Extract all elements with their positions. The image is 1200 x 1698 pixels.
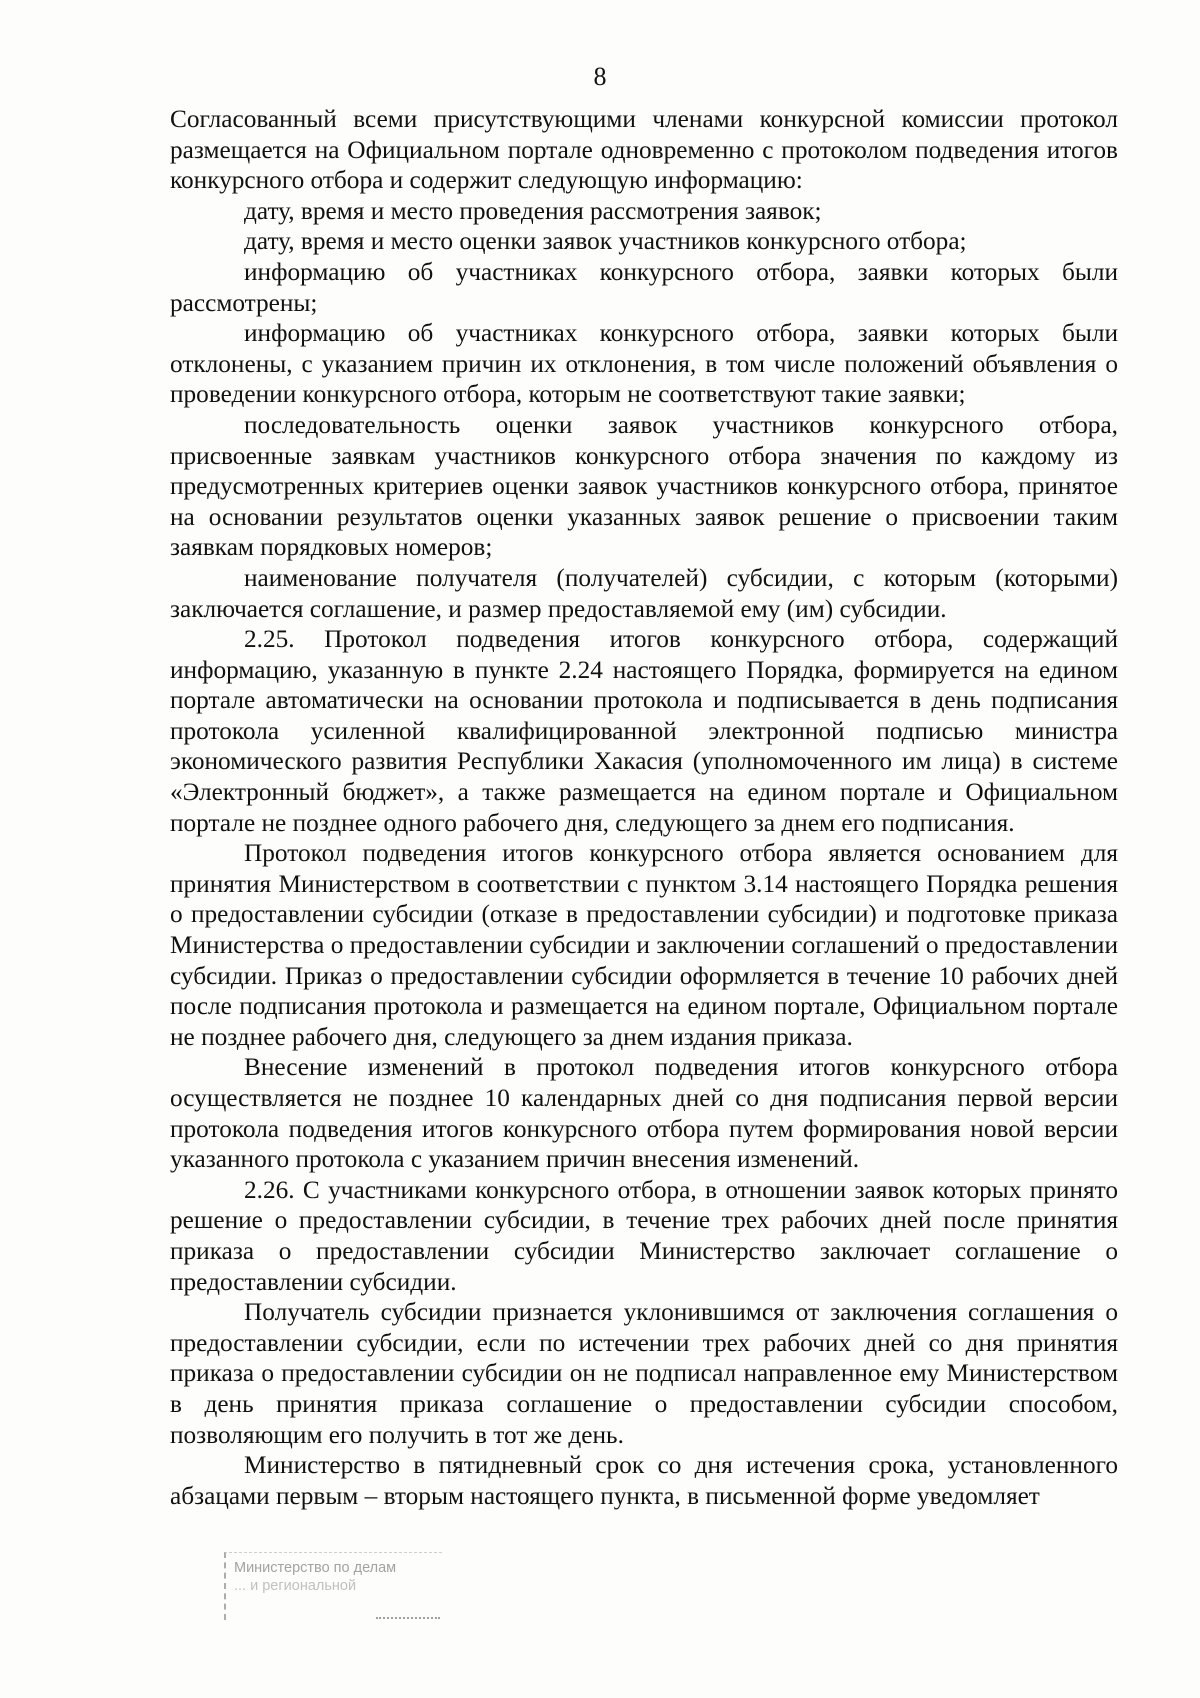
body-text [170,104,1118,1511]
paragraph: Внесение изменений в протокол подведения итогов конкурсного отбора осуществляется не позднее 10 календарных дней со дня подписания первой версии протокола подведения итогов конкурсного отбора путем формирования новой версии указанного протокола с указанием причин внесения изменений. [170,1053,1118,1174]
paragraph: дату, время и место оценки заявок участников конкурсного отбора; [244,227,967,256]
paragraph: 2.25. Протокол подведения итогов конкурсного отбора, содержащий информацию, указанную в пункте 2.24 настоящего Порядка, формируется на едином портале автоматически на основании протокола и подписывается в день подписания протокола усиленной квалифицированной электронной подписью министра экономического развития Республики Хакасия (уполномоченного им лица) в системе «Электронный бюджет», а также размещается на едином портале и Официальном портале не позднее одного рабочего дня, следующего за днем его подписания. [170,625,1118,837]
paragraph: Протокол подведения итогов конкурсного отбора является основанием для принятия Министерством в соответствии с пунктом 3.14 настоящего Порядка решения о предоставлении субсидии (отказе в предоставлении субсидии) и подготовке приказа Министерства о предоставлении субсидии и заключении соглашений о предоставлении субсидии. Приказ о предоставлении субсидии оформляется в течение 10 рабочих дней после подписания протокола и размещается на едином портале, Официальном портале не позднее рабочего дня, следующего за днем издания приказа. [170,839,1118,1051]
paragraph: информацию об участниках конкурсного отбора, заявки которых были отклонены, с указанием причин их отклонения, в том числе положений объявления о проведении конкурсного отбора, которым не соответствуют такие заявки; [170,319,1118,409]
stamp-border [376,1617,440,1619]
registration-stamp [224,1552,442,1620]
paragraph: информацию об участниках конкурсного отбора, заявки которых были рассмотрены; [170,257,1118,317]
page-number: 8 [593,62,607,91]
paragraph: Министерство в пятидневный срок со дня истечения срока, установленного абзацами первым – вторым настоящего пункта, в письменной форме уведомляет [170,1451,1118,1510]
stamp-line: ... и региональной [234,1578,357,1594]
paragraph: Получатель субсидии признается уклонившимся от заключения соглашения о предоставлении субсидии, если по истечении трех рабочих дней со дня принятия приказа о предоставлении субсидии он не подписал направленное ему Министерством в день принятия приказа соглашение о предоставлении субсидии способом, позволяющим его получить в тот же день. [170,1298,1118,1449]
paragraph: наименование получателя (получателей) субсидии, с которым (которыми) заключается соглашение, и размер предоставляемой ему (им) субсидии. [170,563,1118,623]
paragraph: 2.26. С участниками конкурсного отбора, в отношении заявок которых принято решение о предоставлении субсидии, в течение трех рабочих дней после принятия приказа о предоставлении субсидии Министерство заключает соглашение о предоставлении субсидии. [170,1175,1118,1296]
paragraph: дату, время и место проведения рассмотрения заявок; [244,196,822,225]
stamp-line: Министерство по делам [234,1560,397,1576]
paragraph: последовательность оценки заявок участников конкурсного отбора, присвоенные заявкам участников конкурсного отбора значения по каждому из предусмотренных критериев оценки заявок участников конкурсного отбора, принятое на основании результатов оценки указанных заявок решение о присвоении таким заявкам порядковых номеров; [170,410,1118,562]
paragraph: Согласованный всеми присутствующими членами конкурсной комиссии протокол размещается на Официальном портале одновременно с протоколом подведения итогов конкурсного отбора и содержит следующую информацию: [170,105,1118,195]
